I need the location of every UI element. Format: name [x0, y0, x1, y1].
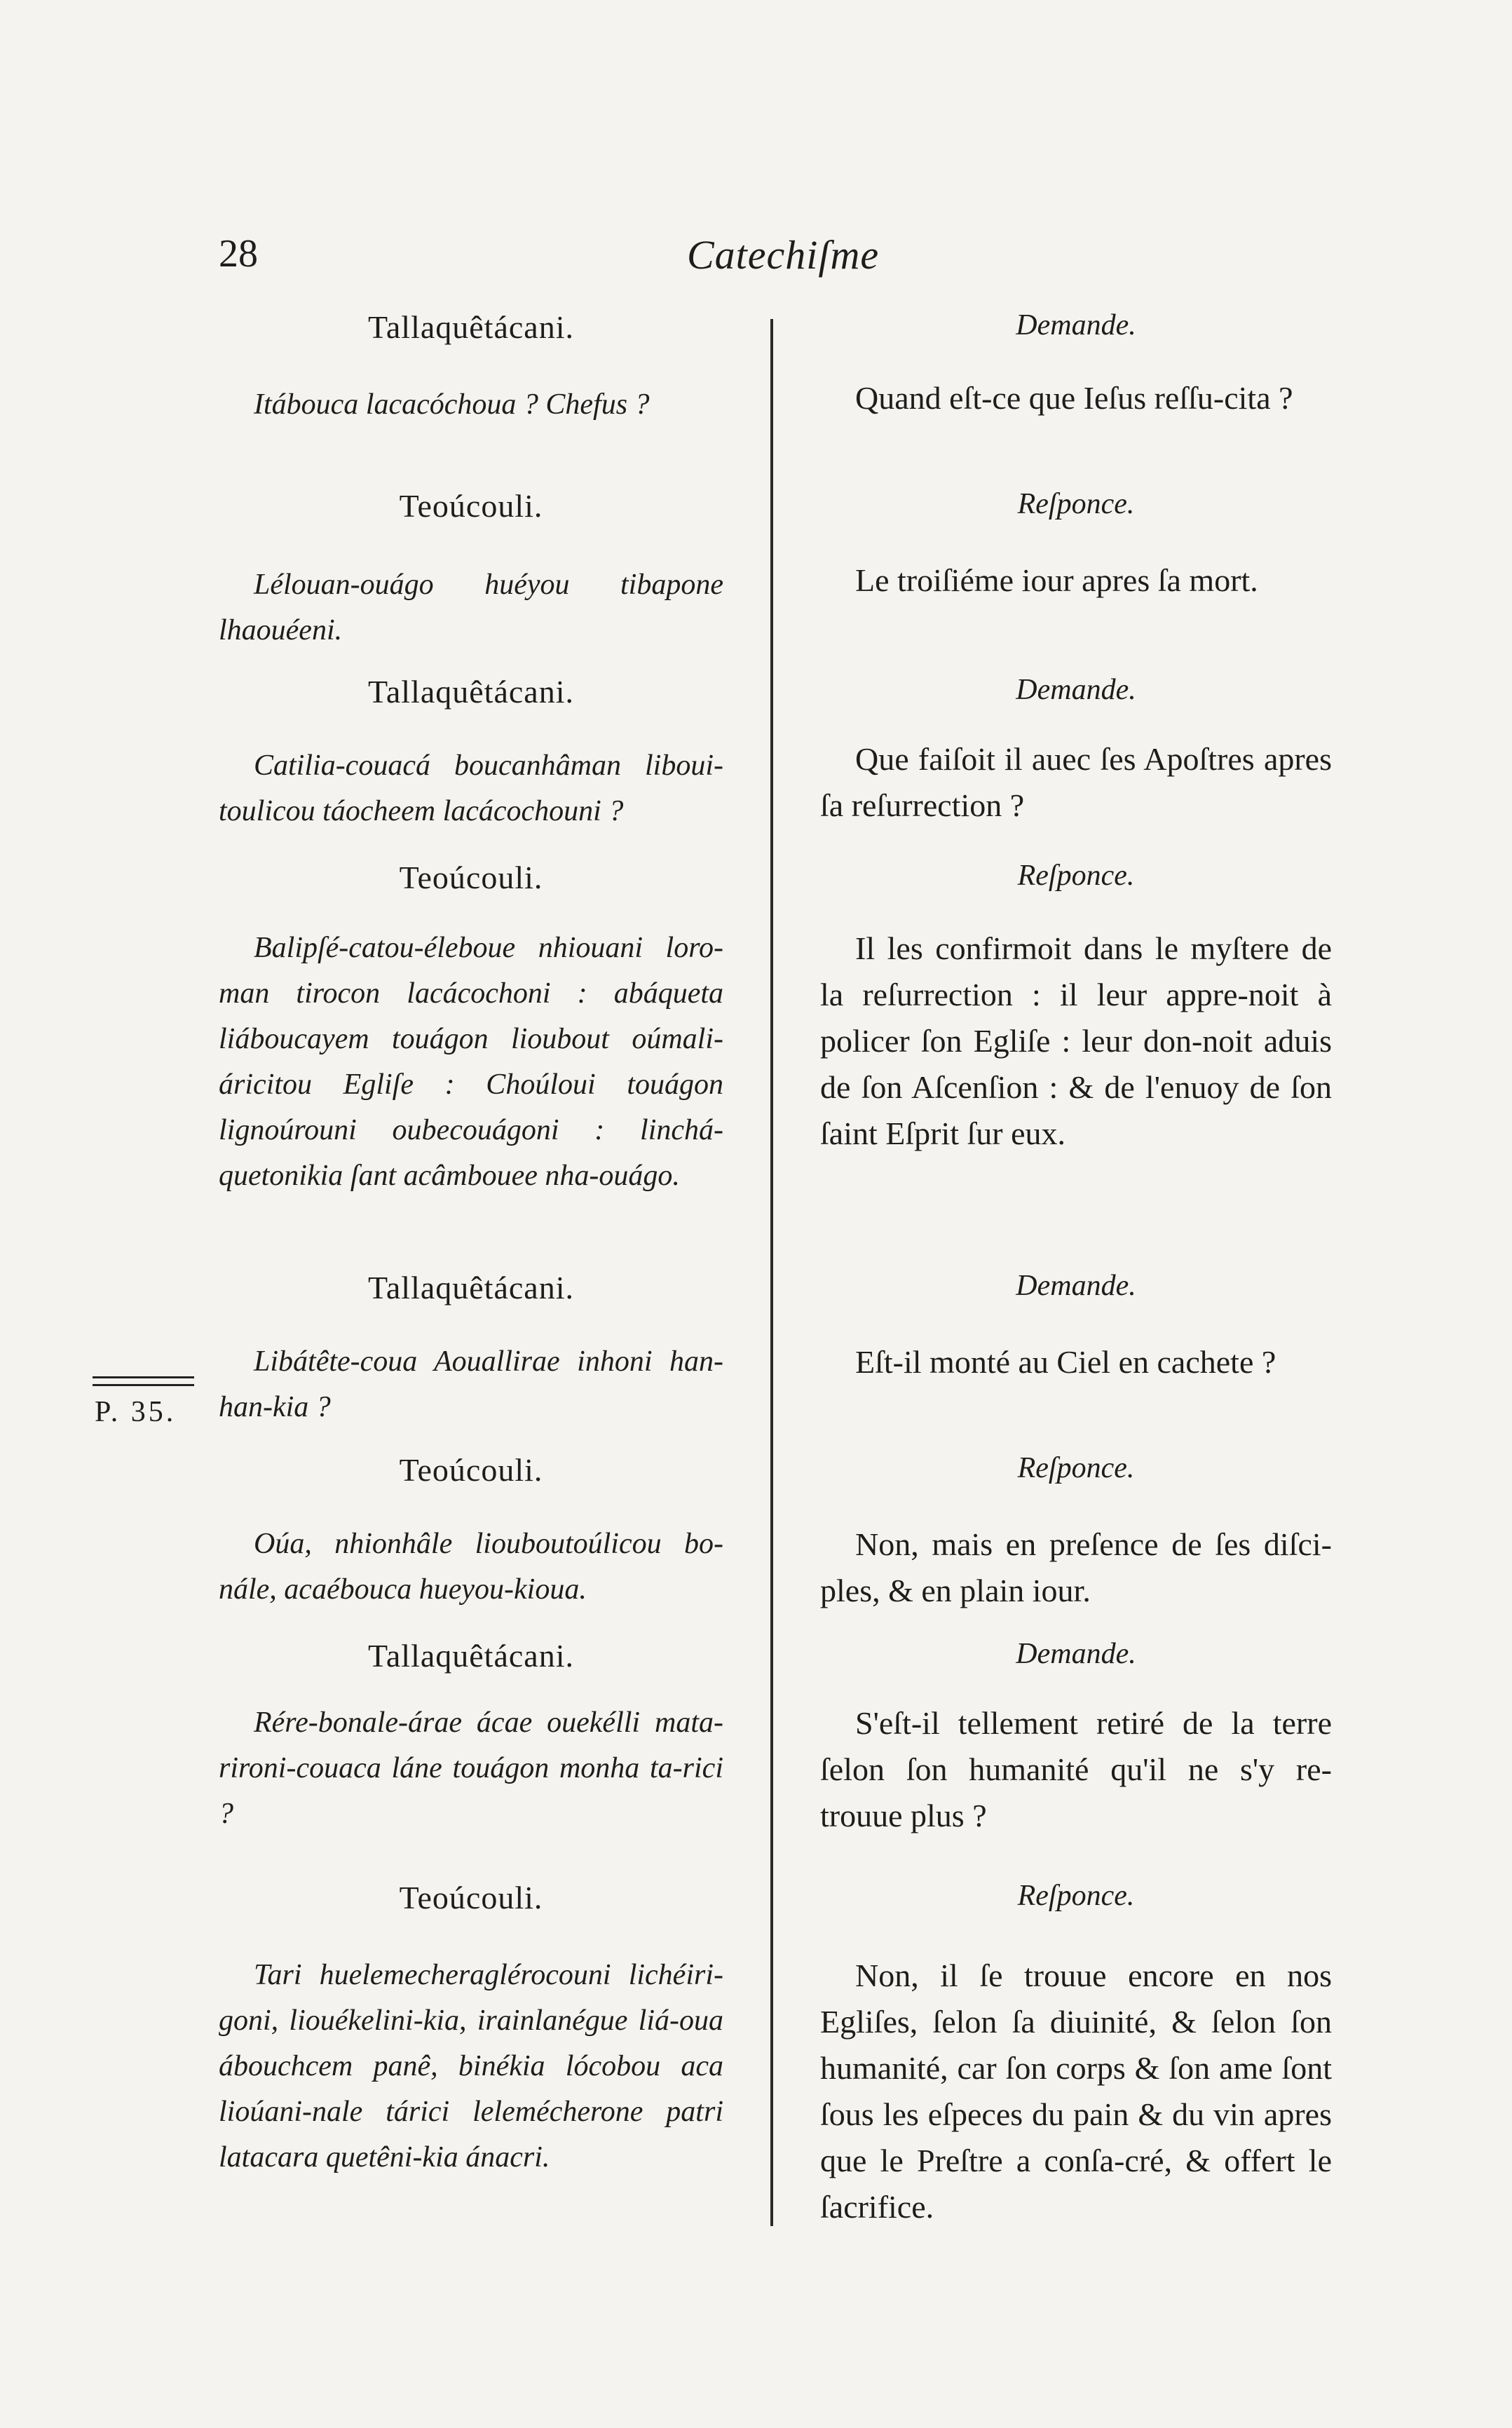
speaker-label: Teoúcouli.	[399, 1880, 543, 1915]
native-text: Oúa, nhionhâle liouboutoúlicou bo-nále, acaébouca hueyou-kioua.	[219, 1528, 723, 1606]
french-text: Eſt-il monté au Ciel en cachete ?	[855, 1344, 1276, 1380]
running-title: Catechiſme	[687, 232, 880, 278]
french-text: S'eſt-il tellement retiré de la terre ſelon ſon humanité qu'il ne s'y re-trouue plus ?	[820, 1705, 1332, 1833]
native-text: Tari huelemecheraglérocouni lichéiri-goni, liouékelini-kia, irainlanégue liá-oua ábouchcem panê, binékia lócobou aca lioúani-nale tárici lelemécherone patri latacara quetêni-kia ánacri.	[219, 1959, 723, 2173]
question-label: Demande.	[1016, 1270, 1136, 1302]
speaker-label: Teoúcouli.	[399, 1452, 543, 1488]
french-text: Non, il ſe trouue encore en nos Egliſes, ſelon ſa diuinité, & ſelon ſon humanité, car ſon corps & ſon ame ſont ſous les eſpeces du pain & du vin apres que le Preſtre a conſa-cré, & offert le ſacrifice.	[820, 1958, 1332, 2225]
speaker-label: Teoúcouli.	[399, 860, 543, 895]
french-text: Le troiſiéme iour apres ſa mort.	[855, 562, 1258, 598]
margin-page-ref: P. 35.	[95, 1396, 177, 1428]
page-number: 28	[219, 232, 258, 276]
speaker-label: Teoúcouli.	[399, 488, 543, 524]
question-label: Demande.	[1016, 674, 1136, 706]
native-text: Rére-bonale-árae ácae ouekélli mata-rironi-couaca láne touágon monha ta-rici ?	[219, 1707, 723, 1830]
french-text: Quand eſt-ce que Ieſus reſſu-cita ?	[855, 380, 1293, 416]
native-text: Itábouca lacacóchoua ? Chefus ?	[254, 388, 650, 421]
answer-label: Reſponce.	[1017, 1880, 1135, 1912]
native-text: Lélouan-ouágo huéyou tibapone lhaouéeni.	[219, 569, 723, 646]
answer-label: Reſponce.	[1017, 860, 1135, 892]
speaker-label: Tallaquêtácani.	[367, 1638, 574, 1674]
french-text: Non, mais en preſence de ſes diſci-ples, & en plain iour.	[820, 1526, 1332, 1608]
question-label: Demande.	[1016, 309, 1136, 341]
column-divider	[770, 319, 773, 2226]
french-text: Il les confirmoit dans le myſtere de la reſurrection : il leur appre-noit à policer ſon Egliſe : leur don-noit aduis de ſon Aſcenſion : & de l'enuoy de ſon ſaint Eſprit ſur eux.	[820, 930, 1332, 1151]
speaker-label: Tallaquêtácani.	[367, 309, 574, 345]
margin-rule	[93, 1376, 194, 1386]
answer-label: Reſponce.	[1017, 488, 1135, 520]
question-label: Demande.	[1016, 1638, 1136, 1670]
french-text: Que faiſoit il auec ſes Apoſtres apres ſa reſurrection ?	[820, 741, 1332, 823]
answer-label: Reſponce.	[1017, 1452, 1135, 1484]
speaker-label: Tallaquêtácani.	[367, 1270, 574, 1305]
native-text: Catilia-couacá boucanhâman liboui-toulicou táocheem lacácochouni ?	[219, 750, 723, 827]
speaker-label: Tallaquêtácani.	[367, 674, 574, 710]
native-text: Libátête-coua Aouallirae inhoni han-han-kia ?	[219, 1345, 723, 1423]
native-text: Balipſé-catou-éleboue nhiouani loro-man tirocon lacácochoni : abáqueta liáboucayem touágon lioubout oúmali-áricitou Egliſe : Choúloui touágon lignoúrouni oubecouágoni : linchá-quetonikia ſant acâmbouee nha-ouágo.	[219, 932, 723, 1192]
